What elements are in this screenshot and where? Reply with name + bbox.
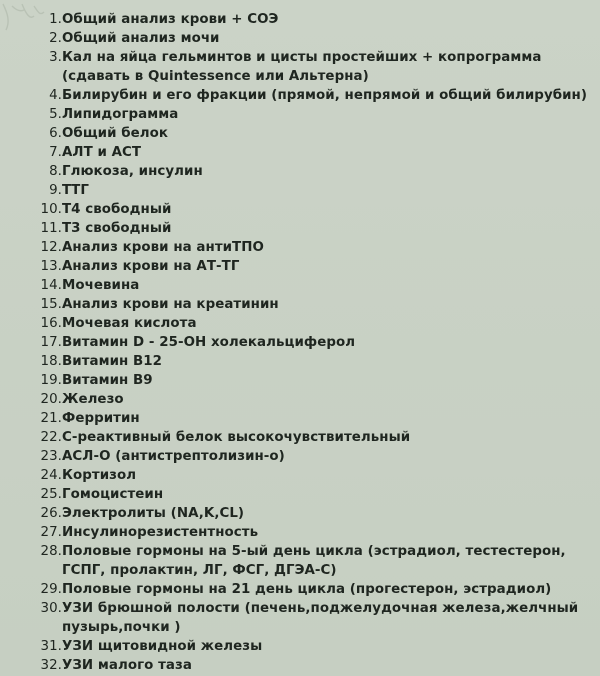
item-text: УЗИ щитовидной железы [62,639,263,654]
item-number: 29. [40,582,62,597]
item-number: 24. [40,468,62,483]
list-item [0,105,590,124]
item-text: Общий анализ крови + СОЭ [62,12,279,27]
list-item [0,580,590,599]
list-item [0,219,590,238]
list-item [0,390,590,409]
list-item [0,371,590,390]
list-item [0,10,590,29]
item-text: Витамин D - 25-ОН холекальциферол [62,335,356,350]
item-number: 8. [49,164,62,179]
item-number: 14. [40,278,62,293]
item-number: 15. [40,297,62,312]
item-number: 26. [40,506,62,521]
list-item [0,200,590,219]
item-text: Ферритин [62,411,140,426]
item-text: Кортизол [62,468,137,483]
item-text: Кал на яйца гельминтов и цисты простейших + копрограмма (сдавать в Quintessence или Альтерна) [62,50,542,84]
list-item [0,238,590,257]
list-item [0,48,590,86]
item-text: Инсулинорезистентность [62,525,259,540]
list-item [0,314,590,333]
list-item [0,656,590,675]
list-item [0,162,590,181]
item-number: 18. [40,354,62,369]
item-number: 12. [40,240,62,255]
list-item [0,485,590,504]
list-item [0,276,590,295]
analysis-list [0,10,590,675]
item-text: Билирубин и его фракции (прямой, непрямой и общий билирубин) [62,88,588,103]
item-text: Общий белок [62,126,169,141]
item-text: Половые гормоны на 5-ый день цикла (эстрадиол, тестестерон, ГСПГ, пролактин, ЛГ, ФСГ, ДГЭА-С) [62,544,566,578]
list-item [0,523,590,542]
list-item [0,428,590,447]
item-number: 23. [40,449,62,464]
item-text: АСЛ-О (антистрептолизин-о) [62,449,285,464]
list-item [0,599,590,637]
item-text: Гомоцистеин [62,487,164,502]
item-number: 19. [40,373,62,388]
item-text: Анализ крови на антиТПО [62,240,264,255]
item-number: 30. [40,601,62,616]
list-item [0,86,590,105]
item-text: Витамин B12 [62,354,163,369]
item-text: Т4 свободный [62,202,172,217]
item-number: 1. [49,12,62,27]
item-number: 27. [40,525,62,540]
list-item [0,295,590,314]
list-item [0,143,590,162]
list-item [0,257,590,276]
item-number: 10. [40,202,62,217]
item-text: Мочевина [62,278,140,293]
list-item [0,352,590,371]
item-number: 4. [49,88,62,103]
item-text: Липидограмма [62,107,179,122]
list-item [0,333,590,352]
item-text: Анализ крови на креатинин [62,297,279,312]
item-text: Электролиты (NA,K,CL) [62,506,245,521]
list-item [0,447,590,466]
list-item [0,542,590,580]
list-item [0,124,590,143]
item-text: Железо [62,392,124,407]
item-text: Мочевая кислота [62,316,197,331]
list-item [0,637,590,656]
item-number: 16. [40,316,62,331]
item-number: 17. [40,335,62,350]
item-number: 6. [49,126,62,141]
item-number: 3. [49,50,62,65]
item-number: 13. [40,259,62,274]
list-item [0,181,590,200]
item-number: 32. [40,658,62,673]
item-number: 31. [40,639,62,654]
item-text: Анализ крови на АТ-ТГ [62,259,240,274]
item-number: 20. [40,392,62,407]
item-number: 22. [40,430,62,445]
item-text: С-реактивный белок высокочувствительный [62,430,411,445]
list-item [0,29,590,48]
item-text: АЛТ и АСТ [62,145,142,160]
item-text: УЗИ малого таза [62,658,192,673]
item-number: 21. [40,411,62,426]
item-text: Т3 свободный [62,221,172,236]
list-item [0,466,590,485]
item-number: 5. [49,107,62,122]
item-number: 28. [40,544,62,559]
item-text: Витамин B9 [62,373,153,388]
item-number: 2. [49,31,62,46]
item-number: 9. [49,183,62,198]
item-number: 11. [40,221,62,236]
item-number: 7. [49,145,62,160]
item-text: ТТГ [62,183,89,198]
item-text: Глюкоза, инсулин [62,164,203,179]
item-text: Общий анализ мочи [62,31,220,46]
list-item [0,504,590,523]
list-item [0,409,590,428]
item-text: Половые гормоны на 21 день цикла (прогестерон, эстрадиол) [62,582,552,597]
item-text: УЗИ брюшной полости (печень,поджелудочная железа,желчный пузырь,почки ) [62,601,579,635]
item-number: 25. [40,487,62,502]
